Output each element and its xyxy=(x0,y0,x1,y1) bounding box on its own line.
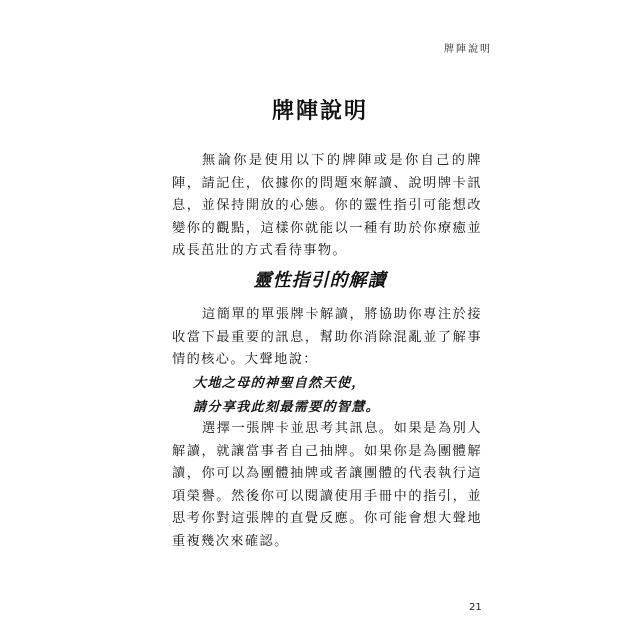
quote-line-2: 請分享我此刻最需要的智慧。 xyxy=(193,400,381,415)
running-header: 牌陣說明 xyxy=(444,44,492,55)
section-paragraph-1: 這簡單的單張牌卡解讀，將協助你專注於接收當下最重要的訊息，幫助你消除混亂並了解事情的核心。大聲地說： xyxy=(172,307,482,367)
section-paragraph-2: 選擇一張牌卡並思考其訊息。如果是為別人解讀，就讓當事者自己抽牌。如果你是為團體解讀，你可以為團體抽牌或者讓團體的代表執行這項榮譽。然後你可以閱讀使用手冊中的指引，並思考你對這張牌的直覺反應。你可能會想大聲地重複幾次來確認。 xyxy=(172,421,482,549)
page-title: 牌陣說明 xyxy=(271,99,368,124)
section-title: 靈性指引的解讀 xyxy=(253,270,387,291)
quote-line-1: 大地之母的神聖自然天使， xyxy=(193,376,366,391)
page-number: 21 xyxy=(469,602,482,613)
intro-paragraph: 無論你是使用以下的牌陣或是你自己的牌陣，請記住，依據你的問題來解讀、說明牌卡訊息，並保持開放的心態。你的靈性指引可能想改變你的觀點，這樣你就能以一種有助於你療癒並成長茁壯的方式看待事物。 xyxy=(172,153,482,258)
